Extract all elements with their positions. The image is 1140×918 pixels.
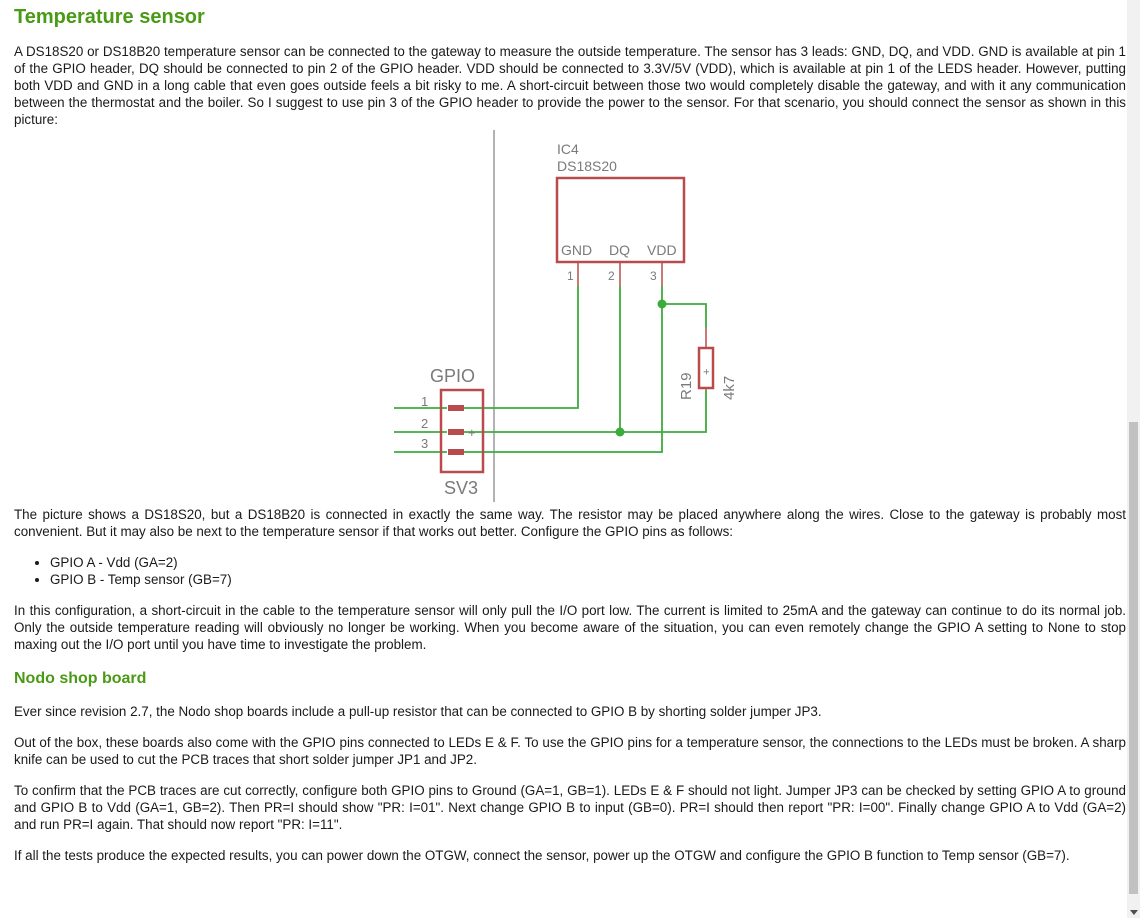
gpio-header-pin-1 <box>448 405 464 411</box>
paragraph-nodo-2: Out of the box, these boards also come with the GPIO pins connected to LEDs E & F. To use the GPIO pins for a temperature sensor, the connections to the LEDs must be broken. A sharp knife can be used to cut the PCB traces that short solder jumper JP1 and JP2. <box>14 735 1126 767</box>
heading-temperature-sensor: Temperature sensor <box>14 6 205 28</box>
ic-pin-gnd-label: GND <box>561 242 593 258</box>
ic-pin-dq-label: DQ <box>609 242 630 258</box>
resistor-body <box>699 348 713 388</box>
scrollbar-thumb[interactable] <box>1129 422 1138 894</box>
gpio-header-plus: + <box>468 425 476 440</box>
resistor-value-label: 4k7 <box>721 375 738 400</box>
schematic-svg <box>14 128 1126 506</box>
heading-nodo-shop-board: Nodo shop board <box>14 670 147 687</box>
wire-resistor-top <box>662 304 706 328</box>
scroll-down-arrow-icon[interactable] <box>1130 910 1138 915</box>
paragraph-nodo-3: To confirm that the PCB traces are cut correctly, configure both GPIO pins to Ground (GA=1, GB=1). LEDs E & F should not light. Jumper JP3 can be checked by setting GPIO A to ground and GPIO B to Vdd (GA=1, GB=2). Then PR=I should show "PR: I=01". Next change GPIO B to input (GB=0). PR=I should then report "PR: I=00". Finally change GPIO A to Vdd (GA=2) and run PR=I again. That should now report "PR: I=11". <box>14 783 1126 832</box>
gpio-config-list <box>14 554 1126 588</box>
junction-dq <box>616 428 625 437</box>
paragraph-nodo-1: Ever since revision 2.7, the Nodo shop boards include a pull-up resistor that can be connected to GPIO B by shorting solder jumper JP3. <box>14 704 822 719</box>
gpio-pin-num-2: 2 <box>421 416 429 431</box>
resistor-ref-label: R19 <box>678 372 695 400</box>
paragraph-picture: The picture shows a DS18S20, but a DS18B20 is connected in exactly the same way. The resistor may be placed anywhere along the wires. Close to the gateway is probably most convenient. But it may also be next to the temperature sensor if that works out better. Configure the GPIO pins as follows: <box>14 507 1126 539</box>
paragraph-intro: A DS18S20 or DS18B20 temperature sensor can be connected to the gateway to measure the outside temperature. The sensor has 3 leads: GND, DQ, and VDD. GND is available at pin 1 of the GPIO header, DQ should be connected to pin 2 of the GPIO header. VDD should be connected to 3.3V/5V (VDD), which is available at pin 1 of the LEDS header. However, putting both VDD and GND in a long cable that even goes outside feels a bit risky to me. A short-circuit between those two would completely disable the gateway, and with it any communication between the thermostat and the boiler. So I suggest to use pin 3 of the GPIO header to provide the power to the sensor. For that scenario, you should connect the sensor as shown in this picture: <box>14 44 1126 127</box>
ic-pin-num-2: 2 <box>608 269 615 283</box>
gpio-pin-num-3: 3 <box>421 436 429 451</box>
paragraph-nodo-4: If all the tests produce the expected results, you can power down the OTGW, connect the sensor, power up the OTGW and configure the GPIO B function to Temp sensor (GB=7). <box>14 848 1070 863</box>
gpio-header-label: GPIO <box>430 366 476 386</box>
gpio-header-pin-2 <box>448 429 464 435</box>
gpio-pin-num-1: 1 <box>421 394 429 409</box>
article-content <box>14 0 1126 864</box>
list-item: • GPIO A - Vdd (GA=2) <box>50 554 1126 571</box>
resistor-plus-sign: + <box>701 368 713 375</box>
ic-part-label: DS18S20 <box>557 158 617 174</box>
vertical-scrollbar[interactable] <box>1127 0 1140 918</box>
wiring-schematic <box>14 128 1126 506</box>
paragraph-config: In this configuration, a short-circuit in the cable to the temperature sensor will only pull the I/O port low. The current is limited to 25mA and the gateway can continue to do its normal job. Only the outside temperature reading will obviously no longer be working. When you become aware of the situation, you can even remotely change the GPIO A setting to None to stop maxing out the I/O port until you have time to investigate the problem. <box>14 603 1126 652</box>
ic-pin-vdd-label: VDD <box>647 242 677 258</box>
ic-pin-num-3: 3 <box>650 269 657 283</box>
gpio-header-ref: SV3 <box>444 478 479 498</box>
junction-vdd <box>658 300 667 309</box>
list-item: • GPIO B - Temp sensor (GB=7) <box>50 571 1126 588</box>
gpio-header-pin-3 <box>448 449 464 455</box>
ic-pin-num-1: 1 <box>567 269 574 283</box>
ic-ref-label: IC4 <box>557 141 579 157</box>
wire-dq <box>464 286 620 432</box>
